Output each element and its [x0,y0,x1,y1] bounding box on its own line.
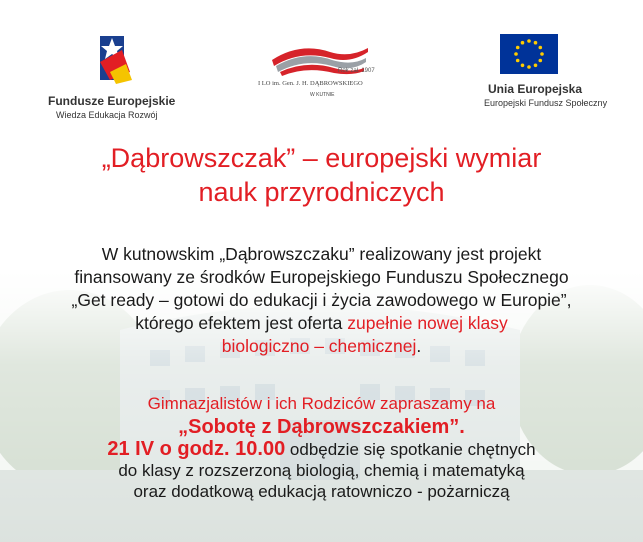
logo-bar [0,0,643,128]
eu-flag-icon [500,34,558,74]
invitation-line-3-rest: odbędzie się spotkanie chętnych [285,440,536,459]
fundusze-europejskie-logo [34,30,184,120]
class-type-highlight: biologiczno – chemicznej [221,336,417,356]
school-founding-year: Rok zał. 1907 [338,68,375,74]
fundusze-subtitle: Wiedza Edukacja Rozwój [56,110,158,120]
unia-name: Unia Europejska [488,82,583,96]
description-line-4 [0,312,643,335]
unia-subtitle: Europejski Fundusz Społeczny [484,98,608,108]
school-name: I LO im. Gen. J. H. DĄBROWSKIEGO [258,80,363,87]
description-line-5 [0,335,643,358]
description-line-1: W kutnowskim „Dąbrowszczaku” realizowany jest projekt [101,244,542,264]
description-line-5-end: . [416,336,422,356]
invitation-line-1: Gimnazjalistów i ich Rodziców zapraszamy na [147,394,496,413]
event-name: „Sobotę z Dąbrowszczakiem”. [178,416,465,438]
invitation-line-4: do klasy z rozszerzoną biologią, chemią i matematyką [118,461,525,480]
title-line-2: nauk przyrodniczych [198,177,445,207]
school-city: W KUTNIE [310,92,335,98]
invitation-line-3 [0,439,643,460]
title-line-1: „Dąbrowszczak” – europejski wymiar [101,143,542,173]
page-title [0,141,643,209]
description-line-2: finansowany ze środków Europejskiego Funduszu Społecznego [74,267,569,287]
event-datetime: 21 IV o godz. 10.00 [107,438,286,460]
description-line-3: „Get ready – gotowi do edukacji i życia zawodowego w Europie”, [71,290,572,310]
description-line-4-start: którego efektem jest oferta [135,313,348,333]
fundusze-europejskie-flag-icon [96,32,134,84]
invitation-line-5: oraz dodatkową edukacją ratowniczo - pożarniczą [133,482,510,501]
fundusze-name: Fundusze Europejskie [48,94,176,108]
class-offer-highlight: zupełnie nowej klasy [347,313,508,333]
invitation [0,393,643,502]
project-description [0,243,643,358]
unia-europejska-logo [474,34,634,114]
school-logo [252,40,392,110]
